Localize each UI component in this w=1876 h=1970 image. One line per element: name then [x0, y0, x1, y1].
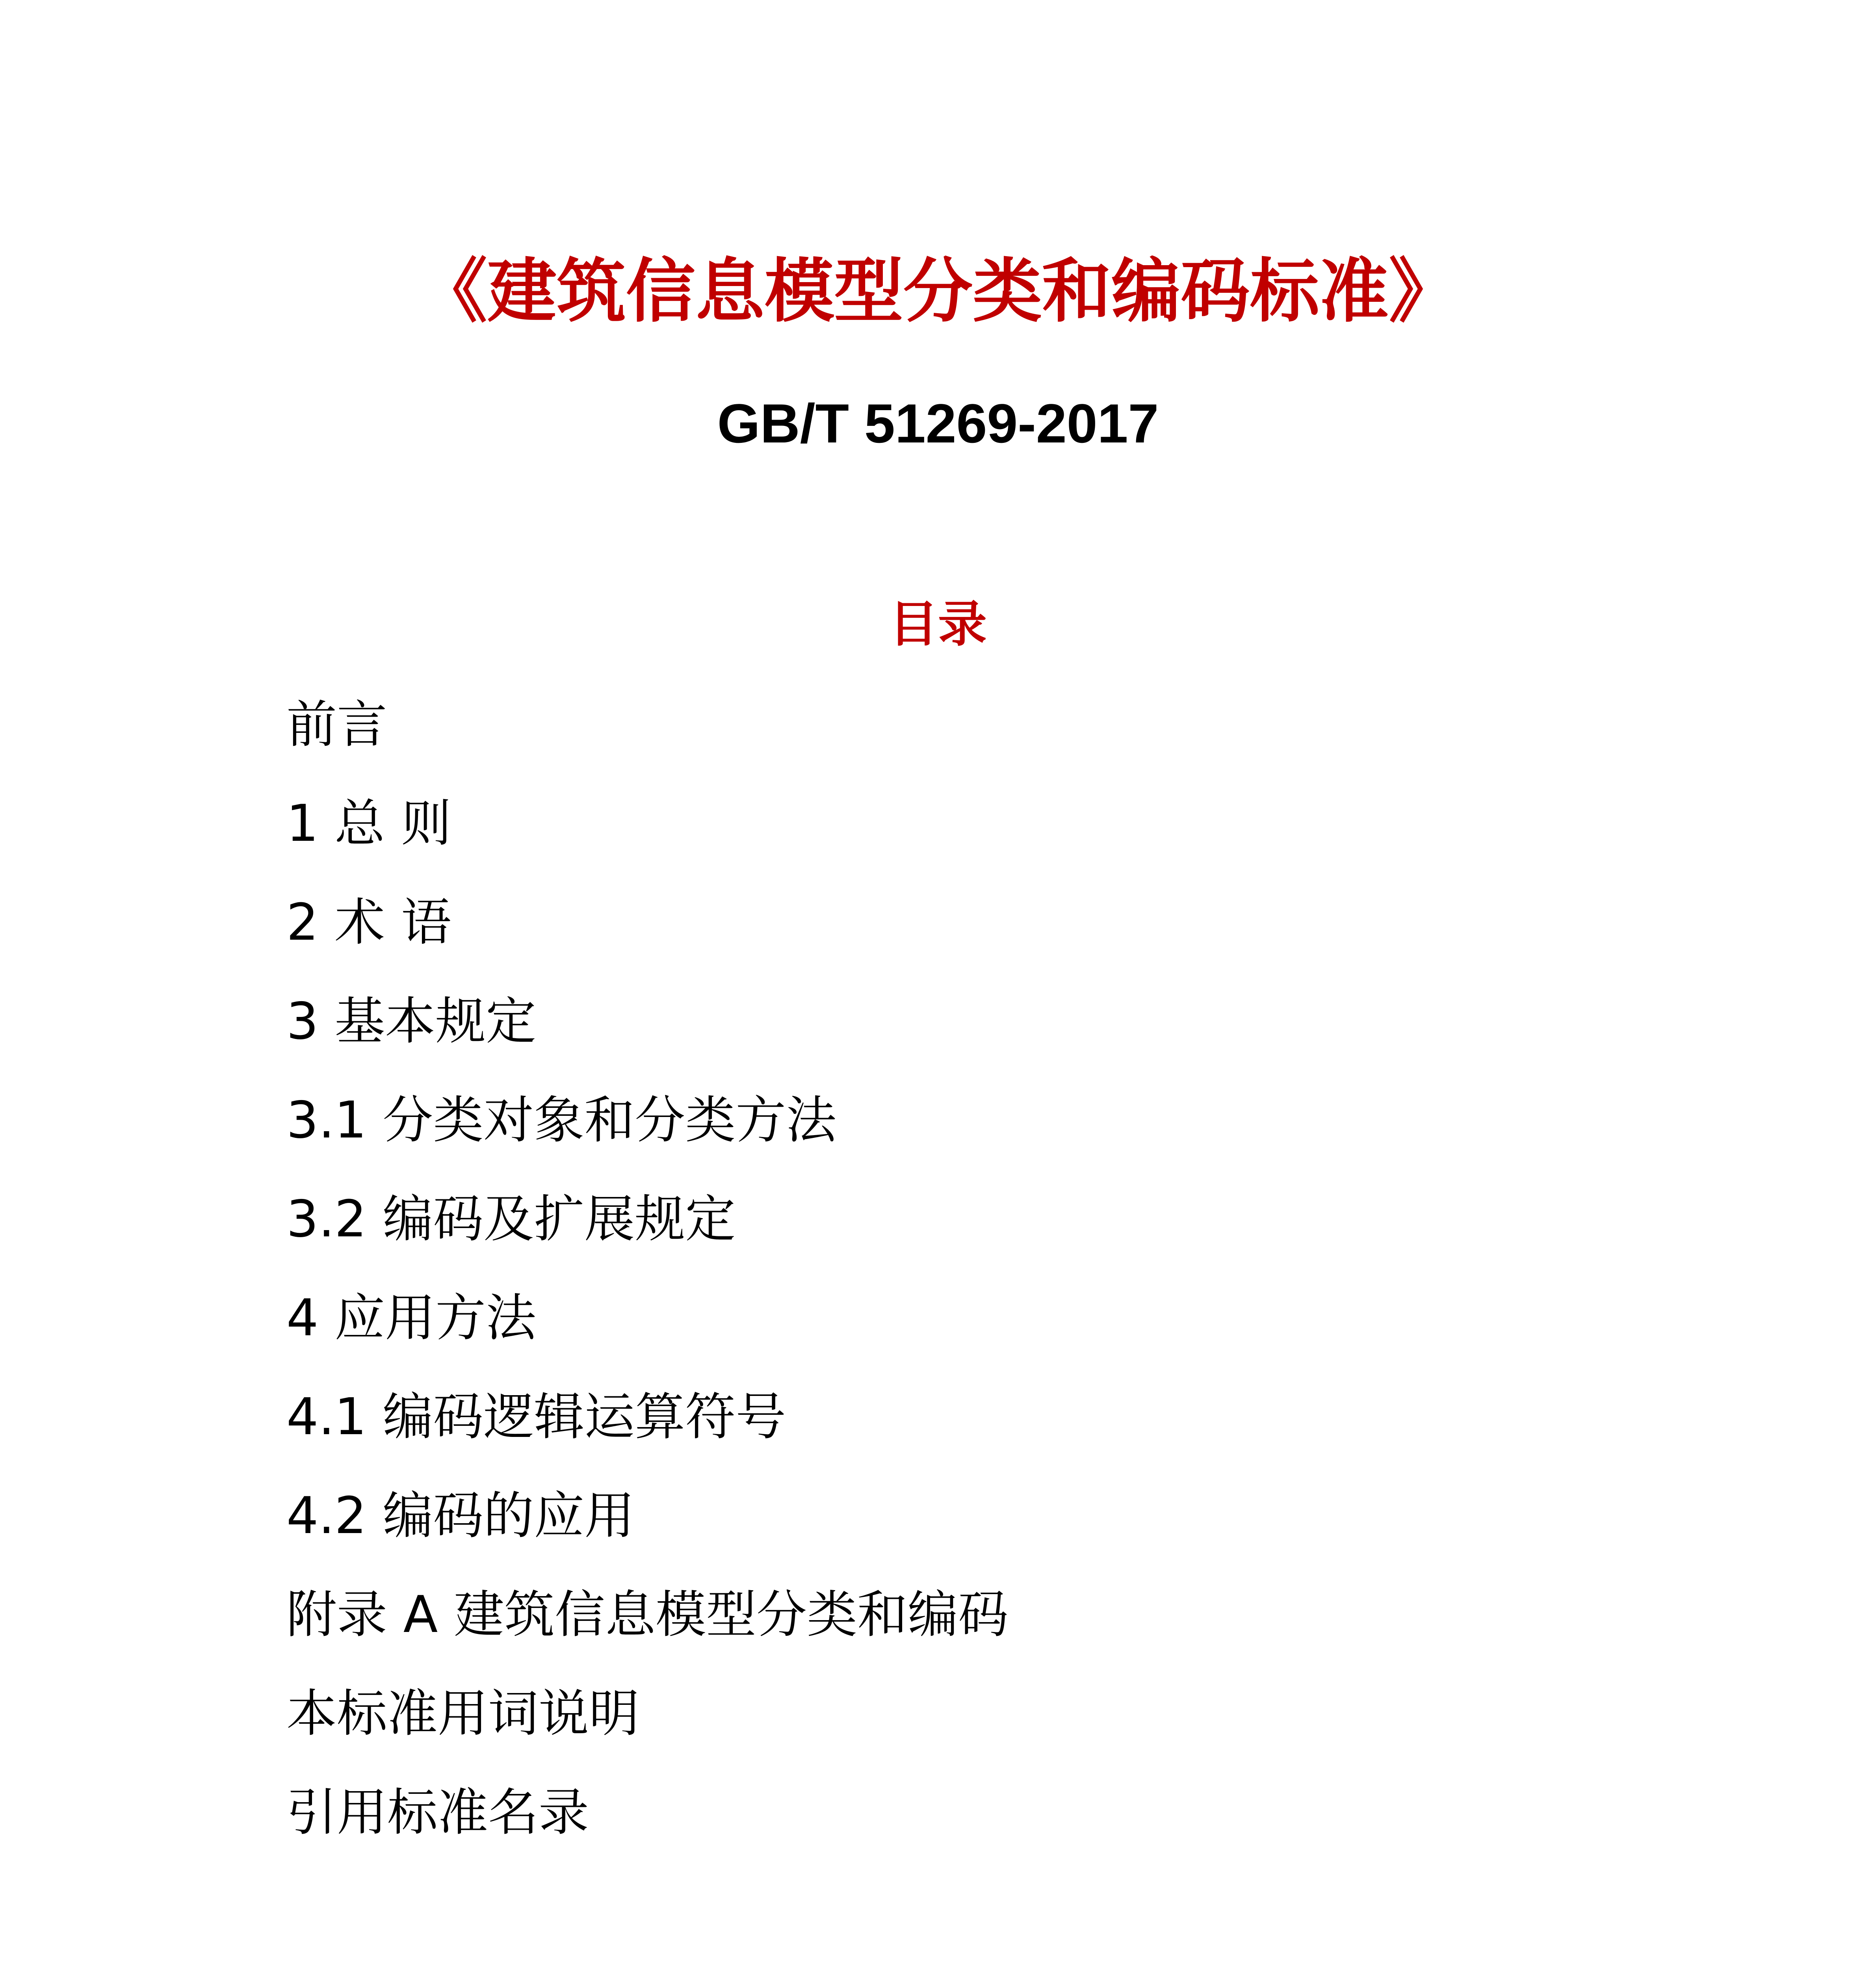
- toc-item-appendix-a[interactable]: 附录 A 建筑信息模型分类和编码: [286, 1585, 1009, 1644]
- toc-item-application-methods[interactable]: 4 应用方法: [286, 1289, 537, 1347]
- toc-item-terms[interactable]: 2 术 语: [286, 893, 451, 952]
- toc-heading: 目录: [889, 596, 987, 653]
- toc-item-logic-operators[interactable]: 4.1 编码逻辑运算符号: [286, 1388, 786, 1446]
- toc-item-wording-explanation[interactable]: 本标准用词说明: [286, 1684, 640, 1743]
- document-title: 《建筑信息模型分类和编码标准》: [418, 251, 1458, 332]
- toc-item-referenced-standards[interactable]: 引用标准名录: [286, 1783, 589, 1842]
- toc-item-preface[interactable]: 前言: [286, 695, 388, 754]
- table-of-contents: [286, 691, 1626, 1878]
- toc-item-basic-requirements[interactable]: 3 基本规定: [286, 992, 537, 1051]
- standard-code: GB/T 51269-2017: [717, 392, 1159, 454]
- toc-item-coding-application[interactable]: 4.2 编码的应用: [286, 1487, 635, 1545]
- toc-item-coding-extension[interactable]: 3.2 编码及扩展规定: [286, 1190, 736, 1249]
- toc-item-general-provisions[interactable]: 1 总 则: [286, 794, 451, 853]
- toc-item-classification-objects[interactable]: 3.1 分类对象和分类方法: [286, 1091, 837, 1150]
